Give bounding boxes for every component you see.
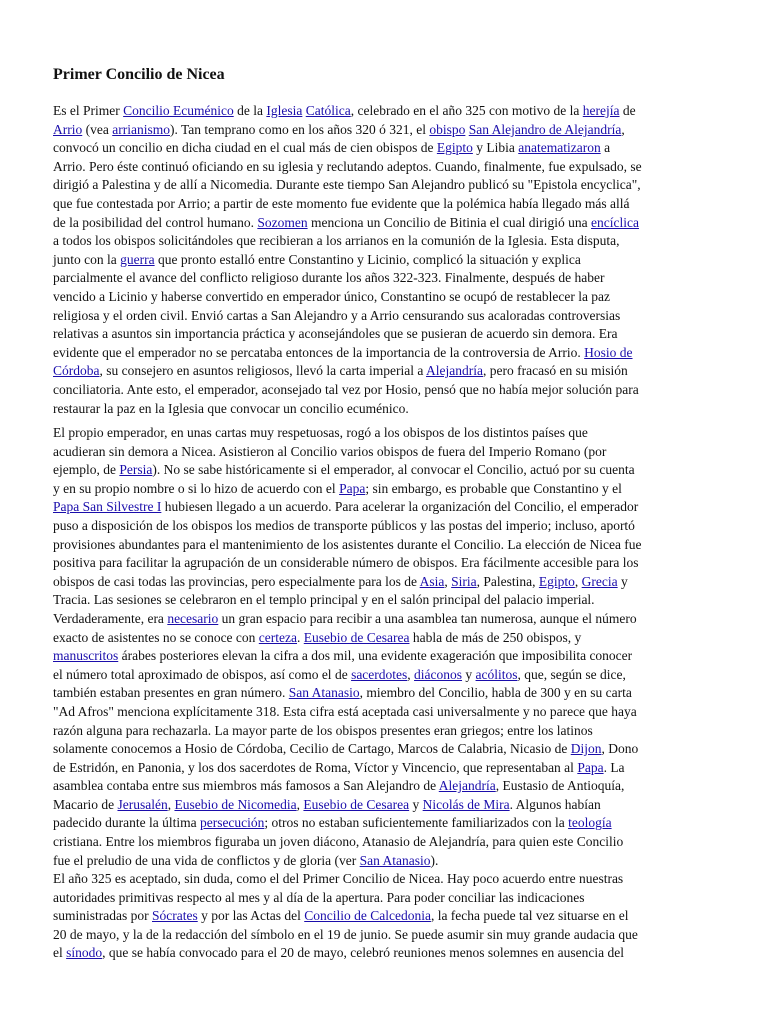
inline-link[interactable]: Grecia	[581, 573, 618, 589]
text-run: ,	[167, 796, 175, 812]
text-line	[53, 461, 713, 480]
text-run: hubiesen llegado a un acuerdo. Para acelerar la organización del Concilio, el emperador	[161, 499, 639, 515]
text-line	[53, 554, 713, 573]
inline-link[interactable]: Eusebio de Cesarea	[303, 629, 410, 645]
inline-link[interactable]: Alejandría	[438, 778, 496, 794]
text-line	[53, 926, 713, 945]
text-run: Macario de	[53, 796, 118, 812]
text-run: también estaban presentes en gran número.	[53, 685, 289, 701]
text-run: y en su propio nombre o si lo hizo de acuerdo con el	[53, 480, 340, 496]
text-line	[53, 591, 713, 610]
inline-link[interactable]: Nicolás de Mira	[422, 796, 510, 812]
text-run: El año 325 es aceptado, sin duda, como el del Primer Concilio de Nicea. Hay poco acuerdo entre nuestras	[53, 871, 624, 886]
text-line	[53, 480, 713, 499]
text-run: evidente que el emperador no se percataba entonces de la importancia de la controversia de Arrio.	[53, 344, 585, 360]
text-run: ).	[430, 852, 439, 868]
inline-link[interactable]: arrianismo	[112, 121, 170, 137]
text-line	[53, 424, 713, 443]
text-run: positiva para facilitar la agrupación de un considerable número de obispos. Era fácilmente accesible para los	[53, 555, 639, 571]
text-line	[53, 814, 713, 833]
inline-link[interactable]: San Atanasio	[288, 685, 360, 701]
text-line	[53, 195, 713, 214]
text-run: (vea	[82, 121, 113, 137]
text-line	[53, 647, 713, 666]
text-run: Es el Primer	[53, 103, 124, 118]
inline-link[interactable]: encíclica	[591, 214, 639, 230]
inline-link[interactable]: diáconos	[414, 666, 463, 682]
text-line	[53, 889, 713, 908]
text-run: cristiana. Entre los miembros figuraba un joven diácono, Atanasio de Alejandría, para quien este Concilio	[53, 834, 624, 850]
text-line	[53, 400, 713, 419]
text-run: autoridades primitivas respecto al mes y al día de la apertura. Para poder conciliar las indicaciones	[53, 889, 585, 905]
inline-link[interactable]: obispo	[429, 121, 466, 137]
text-line	[53, 214, 713, 233]
text-line	[53, 102, 713, 121]
text-run: junto con la	[53, 251, 121, 267]
text-line	[53, 381, 713, 400]
text-run: ). No se sabe históricamente si el emperador, al convocar el Concilio, actuó por su cuenta	[152, 462, 635, 478]
text-run: razón alguna para rechazarla. La mayor parte de los obispos presentes eran griegos; entre los latinos	[53, 722, 593, 738]
text-run: . Algunos habían	[509, 796, 601, 812]
text-run: a	[600, 140, 611, 156]
inline-link[interactable]: Egipto	[436, 140, 473, 156]
text-line	[53, 251, 713, 270]
inline-link[interactable]: necesario	[167, 610, 219, 626]
inline-link[interactable]: guerra	[120, 251, 155, 267]
inline-link[interactable]: Papa San Silvestre I	[53, 499, 162, 515]
text-line	[53, 870, 713, 889]
inline-link[interactable]: teología	[568, 815, 612, 831]
inline-link[interactable]: sínodo	[66, 945, 103, 961]
text-run: relativas a asuntos sin importancia práctica y aconsejándoles que se pusieran de acuerdo sin demora. Era	[53, 326, 618, 342]
inline-link[interactable]: San Atanasio	[359, 852, 431, 868]
inline-link[interactable]: Concilio Ecuménico	[123, 103, 234, 118]
text-run: , Dono	[601, 741, 639, 757]
text-run: y	[617, 573, 628, 589]
text-line	[53, 573, 713, 592]
text-run: ; sin embargo, es probable que Constantino y el	[365, 480, 622, 496]
paragraph-1	[53, 102, 713, 418]
inline-link[interactable]: Dijon	[570, 741, 602, 757]
text-run: , celebrado en el año 325 con motivo de la	[350, 103, 583, 118]
text-run: y Libia	[472, 140, 519, 156]
text-run: padecido durante la última	[53, 815, 200, 831]
text-run: fue el preludio de una vida de conflictos y de gloria (ver	[53, 852, 360, 868]
text-line	[53, 536, 713, 555]
text-run: 20 de mayo, y la de la redacción del símbolo en el 19 de junio. Se puede asumir sin muy grande audacia que	[53, 926, 638, 942]
inline-link[interactable]: San Alejandro de Alejandría	[468, 121, 622, 137]
inline-link[interactable]: Asia	[419, 573, 445, 589]
text-line	[53, 759, 713, 778]
inline-link[interactable]: acólitos	[475, 666, 518, 682]
text-line	[53, 307, 713, 326]
text-line	[53, 158, 713, 177]
inline-link[interactable]: Egipto	[538, 573, 575, 589]
text-run: acudieran sin demora a Nicea. Asistieron al Concilio varios obispos de fuera del Imperio Romano (por	[53, 443, 607, 459]
text-line	[53, 498, 713, 517]
inline-link[interactable]: Jerusalén	[117, 796, 168, 812]
text-line	[53, 176, 713, 195]
paragraph-2	[53, 424, 713, 870]
text-run: de	[619, 103, 636, 118]
inline-link[interactable]: Hosio de	[584, 344, 633, 360]
text-line	[53, 344, 713, 363]
text-run: Arrio. Pero éste continuó oficiando en su iglesia y reclutando adeptos. Cuando, finalmente, fue expulsado, se	[53, 158, 642, 174]
text-run: , su consejero en asuntos religiosos, llevó la carta imperial a	[99, 363, 427, 379]
text-run: convocó un concilio en dicha ciudad en el cual más de cien obispos de	[53, 140, 437, 156]
inline-link[interactable]: Alejandría	[426, 363, 484, 379]
inline-link[interactable]: Córdoba	[53, 363, 100, 379]
text-line	[53, 684, 713, 703]
inline-link[interactable]: Eusebio de Cesarea	[303, 796, 410, 812]
text-run: habla de más de 250 obispos, y	[409, 629, 582, 645]
text-run: Verdaderamente, era	[53, 610, 168, 626]
text-line	[53, 852, 713, 871]
text-run: de la	[233, 103, 267, 118]
text-run: ,	[444, 573, 452, 589]
inline-link[interactable]: certeza	[258, 629, 298, 645]
text-run: a todos los obispos solicitándoles que recibieran a los arrianos en la comunión de la Iglesia. Esta disputa,	[53, 233, 620, 249]
text-run: ). Tan temprano como en los años 320 ó 321, el	[169, 121, 430, 137]
text-run: y	[462, 666, 476, 682]
text-line	[53, 269, 713, 288]
text-line	[53, 944, 713, 963]
text-line	[53, 629, 713, 648]
text-run: El propio emperador, en unas cartas muy respetuosas, rogó a los obispos de los distintos países que	[53, 425, 588, 440]
text-run: , que, según se dice,	[517, 666, 626, 682]
text-run: dirigió a Palestina y de allí a Nicomedia. Durante este tiempo San Alejandro publicó su "Epistola encyclica",	[53, 177, 641, 193]
inline-link[interactable]: Arrio	[53, 121, 83, 137]
text-run: provisiones abundantes para el mantenimiento de los asistentes durante el Concilio. La elección de Nicea fue	[53, 536, 642, 552]
text-run: , la fecha puede tal vez situarse en el	[430, 908, 629, 924]
text-line	[53, 325, 713, 344]
inline-link[interactable]: herejía	[582, 103, 620, 118]
inline-link[interactable]: Eusebio de Nicomedia	[174, 796, 297, 812]
text-run: , Eustasio de Antioquía,	[495, 778, 625, 794]
inline-link[interactable]: sacerdotes	[351, 666, 408, 682]
text-line	[53, 443, 713, 462]
inline-link[interactable]: Católica	[305, 103, 351, 118]
text-run: , miembro del Concilio, habla de 300 y en su carta	[359, 685, 632, 701]
text-run: suministradas por	[53, 908, 152, 924]
text-run: restaurar la paz en la Iglesia que convocar un concilio ecuménico.	[53, 400, 409, 416]
inline-link[interactable]: anatematizaron	[518, 140, 601, 156]
text-line	[53, 362, 713, 381]
text-run: que pronto estalló entre Constantino y Licinio, complicó la situación y explica	[154, 251, 581, 267]
text-run: puso a disposición de los obispos los medios de transporte públicos y las postas del imperio; incluso, aportó	[53, 517, 635, 533]
text-line	[53, 666, 713, 685]
text-run: ejemplo, de	[53, 462, 120, 478]
text-run: exacto de asistentes no se conoce con	[53, 629, 259, 645]
text-run: ; otros no estaban suficientemente familiarizados con la	[264, 815, 569, 831]
inline-link[interactable]: Papa	[577, 759, 604, 775]
text-run: asamblea contaba entre sus miembros más famosos a San Alejandro de	[53, 778, 439, 794]
inline-link[interactable]: Sozomen	[257, 214, 308, 230]
text-run: árabes posteriores elevan la cifra a dos mil, una evidente exageración que imposibilita conocer	[118, 648, 633, 664]
text-run: ,	[621, 121, 625, 137]
text-run: que fue contestada por Arrio; a partir de este momento fue evidente que la polémica había llegado más allá	[53, 195, 630, 211]
text-line	[53, 288, 713, 307]
text-line	[53, 722, 713, 741]
page-title: Primer Concilio de Nicea	[53, 66, 225, 83]
inline-link[interactable]: Papa	[339, 480, 366, 496]
inline-link[interactable]: Concilio de Calcedonia	[304, 908, 431, 924]
text-line	[53, 232, 713, 251]
inline-link[interactable]: manuscritos	[53, 648, 119, 664]
text-run: ,	[407, 666, 415, 682]
text-line	[53, 777, 713, 796]
inline-link[interactable]: Siria	[451, 573, 477, 589]
text-run: y	[409, 796, 423, 812]
inline-link[interactable]: Iglesia	[266, 103, 303, 118]
text-line	[53, 610, 713, 629]
text-run: de la posibilidad del control humano.	[53, 214, 258, 230]
text-line	[53, 703, 713, 722]
text-run: . La	[603, 759, 625, 775]
text-run: un gran espacio para recibir a una asamblea tan numerosa, aunque el número	[218, 610, 637, 626]
text-run: , Palestina,	[476, 573, 539, 589]
text-run: parcialmente el avance del conflicto religioso durante los años 322-323. Finalmente, después de haber	[53, 270, 605, 286]
text-run: , pero fracasó en su misión	[483, 363, 628, 379]
text-run: de Estridón, en Panonia, y los dos sacerdotes de Roma, Víctor y Vincencio, que representaban al	[53, 759, 578, 775]
text-line	[53, 517, 713, 536]
text-run: , que se había convocado para el 20 de mayo, celebró reuniones menos solemnes en ausencia del	[102, 945, 624, 961]
text-line	[53, 139, 713, 158]
text-line	[53, 796, 713, 815]
text-run: conciliatoria. Ante esto, el emperador, aconsejado tal vez por Hosio, pensó que no había mejor solución para	[53, 381, 639, 397]
text-run: el número total aproximado de obispos, así como el de	[53, 666, 352, 682]
text-run: .	[297, 629, 304, 645]
text-run: el	[53, 945, 67, 961]
text-run: religiosa y el orden civil. Envió cartas a San Alejandro y a Arrio censurando sus acaloradas controversias	[53, 307, 621, 323]
text-line	[53, 907, 713, 926]
text-line	[53, 740, 713, 759]
text-run: Tracia. Las sesiones se celebraron en el templo principal y en el salón principal del palacio imperial.	[53, 592, 595, 608]
inline-link[interactable]: Persia	[119, 462, 153, 478]
text-run: menciona un Concilio de Bitinia el cual dirigió una	[307, 214, 592, 230]
inline-link[interactable]: persecución	[199, 815, 265, 831]
text-run: ,	[296, 796, 304, 812]
inline-link[interactable]: Sócrates	[152, 908, 198, 924]
text-run: obispos de casi todas las provincias, pero especialmente para los de	[53, 573, 420, 589]
text-run: y por las Actas del	[197, 908, 305, 924]
text-line	[53, 833, 713, 852]
text-line	[53, 121, 713, 140]
text-run: ,	[574, 573, 582, 589]
text-run: "Ad Afros" menciona explícitamente 318. Esta cifra está aceptada casi universalmente y no parece que haya	[53, 703, 637, 719]
text-run: vencido a Licinio y haberse convertido en emperador único, Constantino se ocupó de restablecer la paz	[53, 288, 611, 304]
text-run: solamente conocemos a Hosio de Córdoba, Cecilio de Cartago, Marcos de Calabria, Nicasio de	[53, 741, 571, 757]
paragraph-3	[53, 870, 713, 963]
